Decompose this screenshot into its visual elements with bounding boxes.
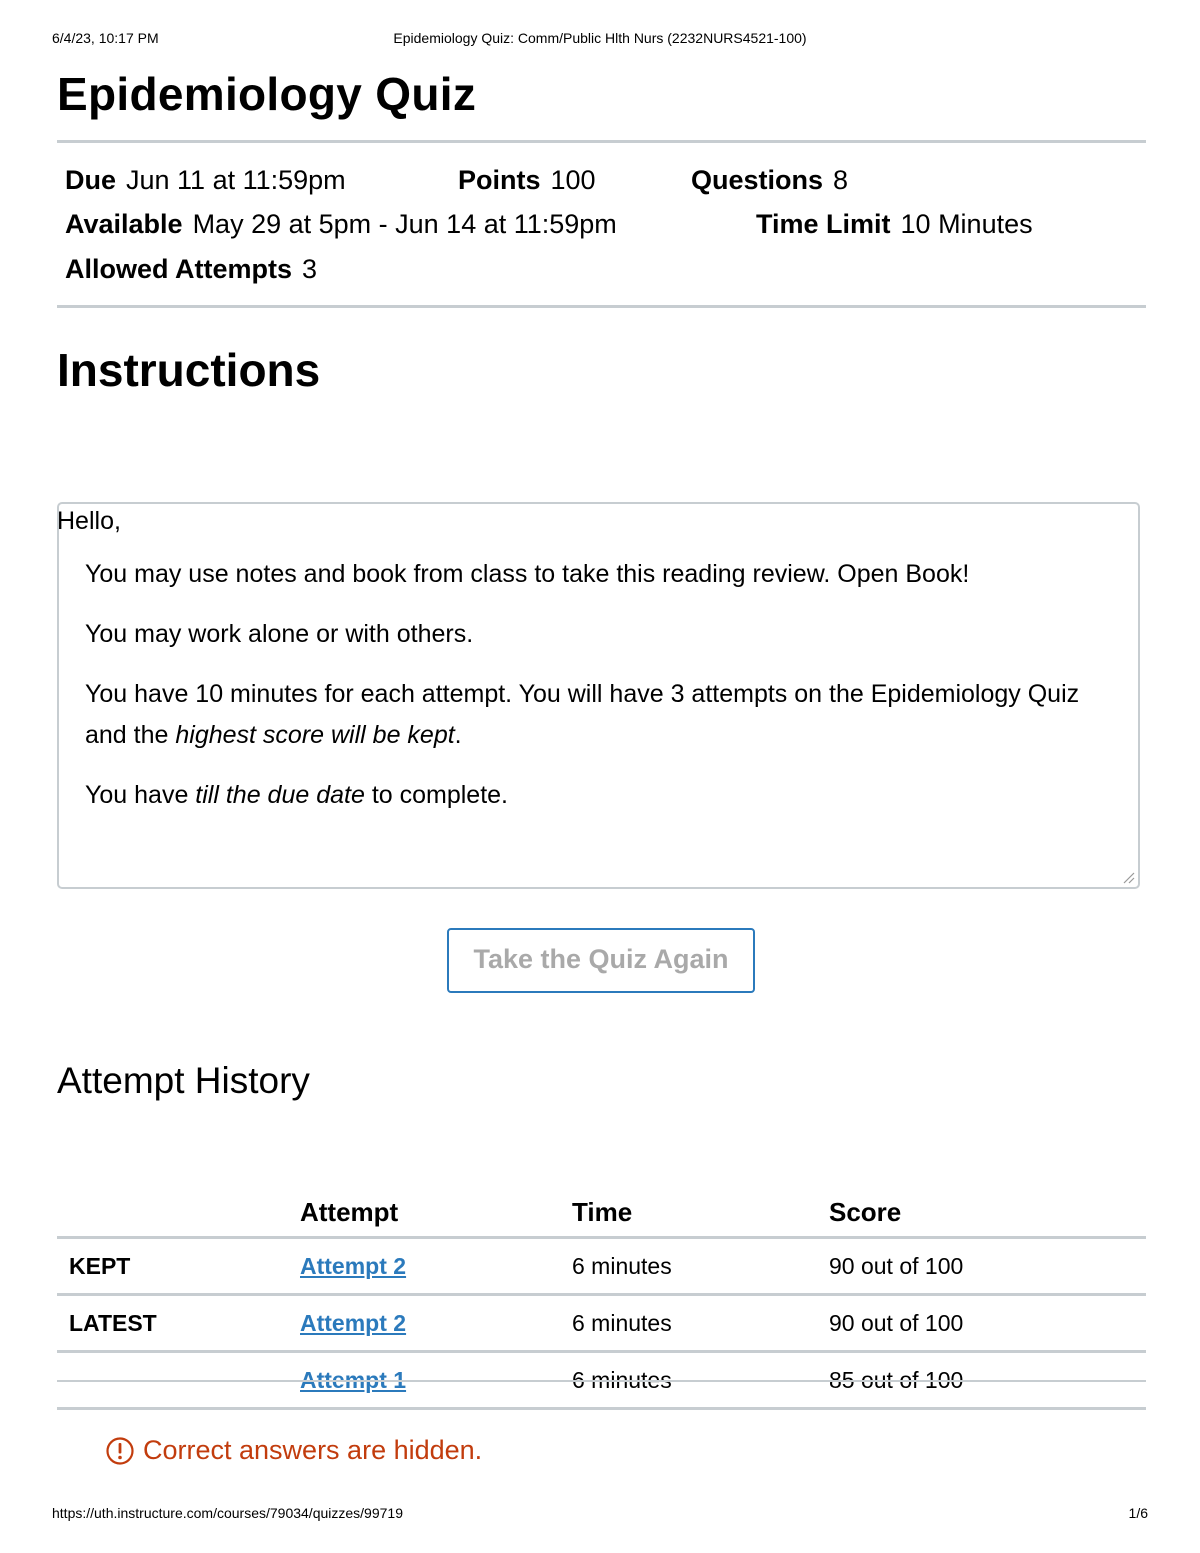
bottom-divider	[57, 1380, 1146, 1382]
attempt-status: LATEST	[57, 1295, 300, 1352]
points-label: Points	[458, 165, 541, 195]
instruction-paragraph-1: You may use notes and book from class to take this reading review. Open Book!	[85, 560, 970, 588]
instruction-paragraph-4	[85, 775, 1112, 816]
page-title: Epidemiology Quiz	[57, 68, 477, 120]
time-limit-label: Time Limit	[756, 209, 891, 239]
print-date: 6/4/23, 10:17 PM	[52, 30, 159, 46]
available-label: Available	[65, 209, 183, 239]
instruction-paragraph-3	[85, 674, 1112, 756]
correct-answers-hidden-notice	[105, 1435, 482, 1466]
due-value: Jun 11 at 11:59pm	[126, 165, 346, 195]
attempt-history-heading: Attempt History	[57, 1060, 310, 1101]
instructions-box[interactable]	[57, 502, 1140, 889]
greeting-text: Hello,	[57, 507, 121, 535]
due-label: Due	[65, 165, 117, 195]
details-divider	[57, 305, 1146, 308]
table-row	[57, 1238, 1146, 1295]
attempts-detail	[65, 254, 317, 285]
column-header-status	[57, 1188, 300, 1238]
attempt-status: KEPT	[57, 1238, 300, 1295]
print-doc-title: Epidemiology Quiz: Comm/Public Hlth Nurs (2232NURS4521-100)	[393, 30, 807, 46]
print-page-number: 1/6	[1128, 1505, 1148, 1521]
attempt-link[interactable]: Attempt 2	[300, 1309, 407, 1336]
attempt-history-table	[57, 1188, 1146, 1410]
quiz-details	[57, 143, 1146, 305]
instruction-text: You have	[85, 781, 196, 809]
instruction-paragraph-2: You may work alone or with others.	[85, 620, 474, 648]
print-url: https://uth.instructure.com/courses/79034/quizzes/99719	[52, 1505, 403, 1521]
instruction-emphasis: highest score will be kept	[175, 721, 455, 749]
column-header-attempt: Attempt	[300, 1188, 572, 1238]
print-header	[52, 30, 1148, 50]
column-header-score: Score	[829, 1188, 1146, 1238]
points-value: 100	[550, 165, 596, 195]
table-row	[57, 1295, 1146, 1352]
questions-label: Questions	[691, 165, 824, 195]
questions-detail	[691, 165, 848, 196]
instructions-heading: Instructions	[57, 344, 321, 396]
attempt-link[interactable]: Attempt 2	[300, 1252, 407, 1279]
attempt-cell	[300, 1238, 572, 1295]
instruction-text: You have 10 minutes for each attempt. You will have 3 attempts on the Epidemiology Quiz and the	[85, 680, 1080, 749]
attempt-score: 85 out of 100	[829, 1352, 1146, 1409]
questions-value: 8	[833, 165, 849, 195]
quiz-content	[57, 60, 1146, 1465]
warning-circle-icon	[105, 1436, 135, 1466]
attempt-time: 6 minutes	[572, 1352, 829, 1409]
notice-text: Correct answers are hidden.	[143, 1435, 483, 1465]
available-value: May 29 at 5pm - Jun 14 at 11:59pm	[192, 209, 617, 239]
time-limit-value: 10 Minutes	[900, 209, 1033, 239]
print-footer	[52, 1505, 1148, 1525]
due-detail	[65, 165, 346, 196]
attempt-time: 6 minutes	[572, 1238, 829, 1295]
resize-handle-icon[interactable]	[1121, 870, 1135, 884]
instruction-text: .	[454, 721, 462, 749]
attempt-score: 90 out of 100	[829, 1238, 1146, 1295]
take-quiz-again-button[interactable]: Take the Quiz Again	[447, 928, 755, 993]
available-detail	[65, 209, 617, 240]
attempt-link[interactable]: Attempt 1	[300, 1366, 407, 1393]
time-limit-detail	[756, 209, 1033, 240]
instruction-text: to complete.	[364, 781, 509, 809]
table-header-row	[57, 1188, 1146, 1238]
attempts-value: 3	[302, 254, 318, 284]
points-detail	[458, 165, 596, 196]
instruction-emphasis: till the due date	[195, 781, 365, 809]
attempt-time: 6 minutes	[572, 1295, 829, 1352]
attempts-label: Allowed Attempts	[65, 254, 293, 284]
column-header-time: Time	[572, 1188, 829, 1238]
attempt-score: 90 out of 100	[829, 1295, 1146, 1352]
attempt-cell	[300, 1295, 572, 1352]
